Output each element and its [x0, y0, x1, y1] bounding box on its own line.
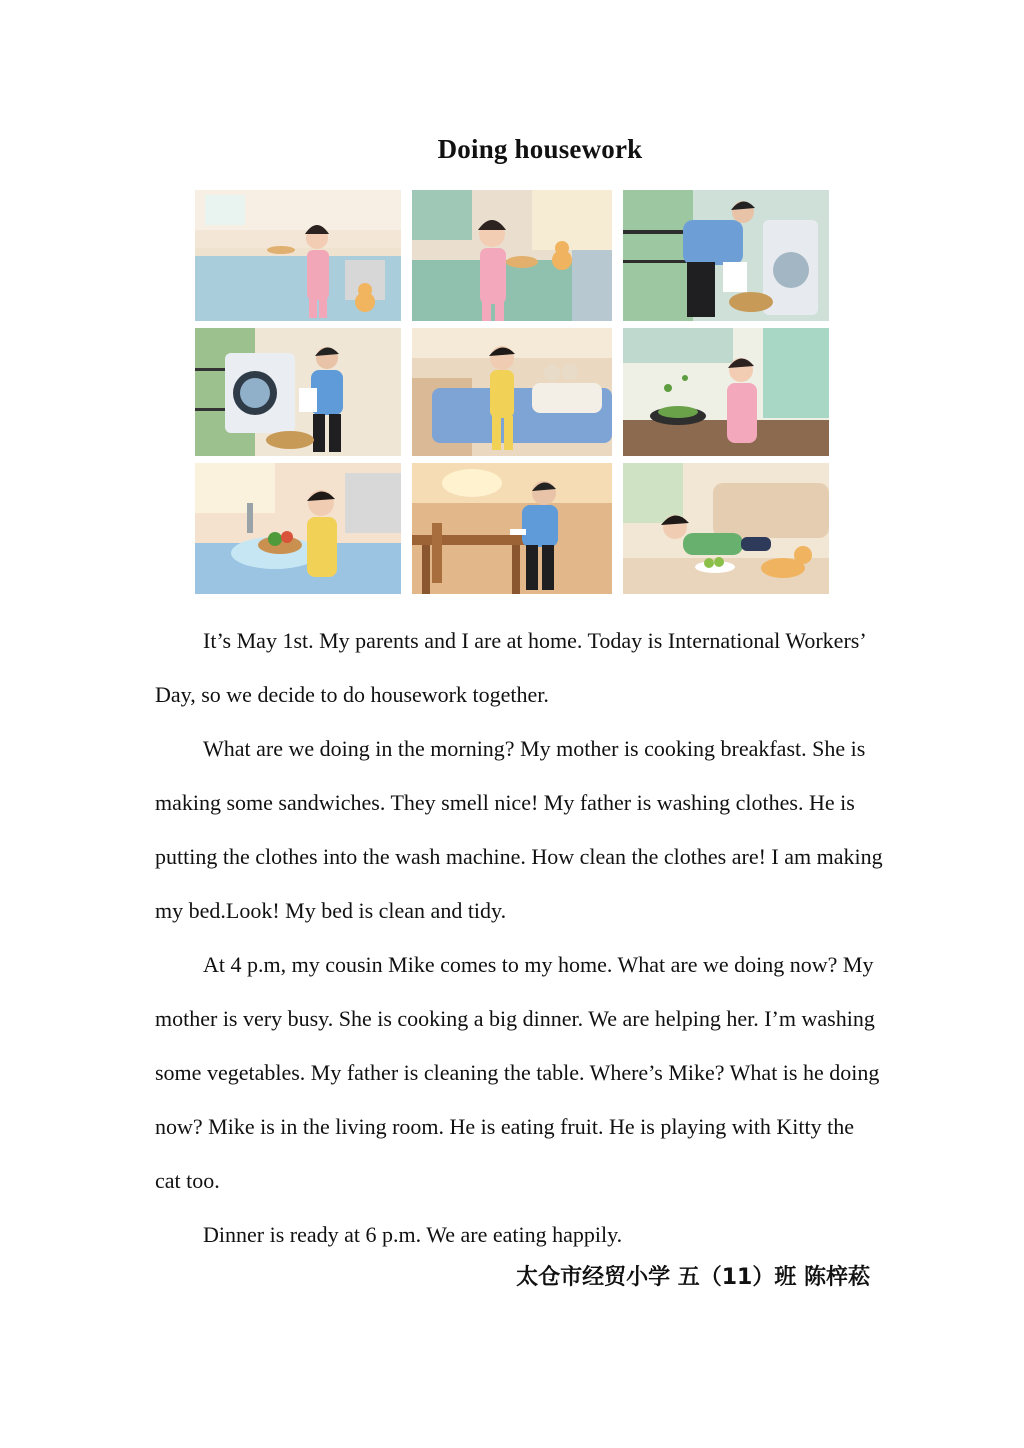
illustration-grid — [195, 190, 829, 594]
page-title: Doing housework — [437, 134, 643, 164]
father-loading-washer-image — [195, 328, 401, 456]
mother-holding-sandwich-image — [412, 190, 612, 321]
story-text — [155, 614, 885, 1262]
paragraph: Dinner is ready at 6 p.m. We are eating happily. — [203, 1222, 623, 1247]
mike-playing-with-cat-image — [623, 463, 829, 594]
paragraph: At 4 p.m, my cousin Mike comes to my home. What are we doing now? My mother is very busy. She is cooking a big dinner. We are helping her. I’m washing some vegetables. My father is cleaning the table. Where’s Mike? What is he doing now? Mike is in the living room. He is eating fruit. He is playing with Kitty the cat too. — [155, 952, 880, 1193]
father-washing-clothes-image — [623, 190, 829, 321]
father-cleaning-table-image — [412, 463, 612, 594]
paragraph: What are we doing in the morning? My mother is cooking breakfast. She is making some sandwiches. They smell nice! My father is washing clothes. He is putting the clothes into the wash machine. How clean the clothes are! I am making my bed.Look! My bed is clean and tidy. — [155, 736, 883, 923]
mother-cooking-image — [623, 328, 829, 456]
author-signature: 太仓市经贸小学 五（11）班 陈梓菘 — [516, 1265, 870, 1290]
boy-washing-vegetables-image — [195, 463, 401, 594]
mother-making-sandwich-image — [195, 190, 401, 321]
boy-making-bed-image — [412, 328, 612, 456]
paragraph: It’s May 1st. My parents and I are at home. Today is International Workers’ Day, so we decide to do housework together. — [155, 628, 866, 707]
